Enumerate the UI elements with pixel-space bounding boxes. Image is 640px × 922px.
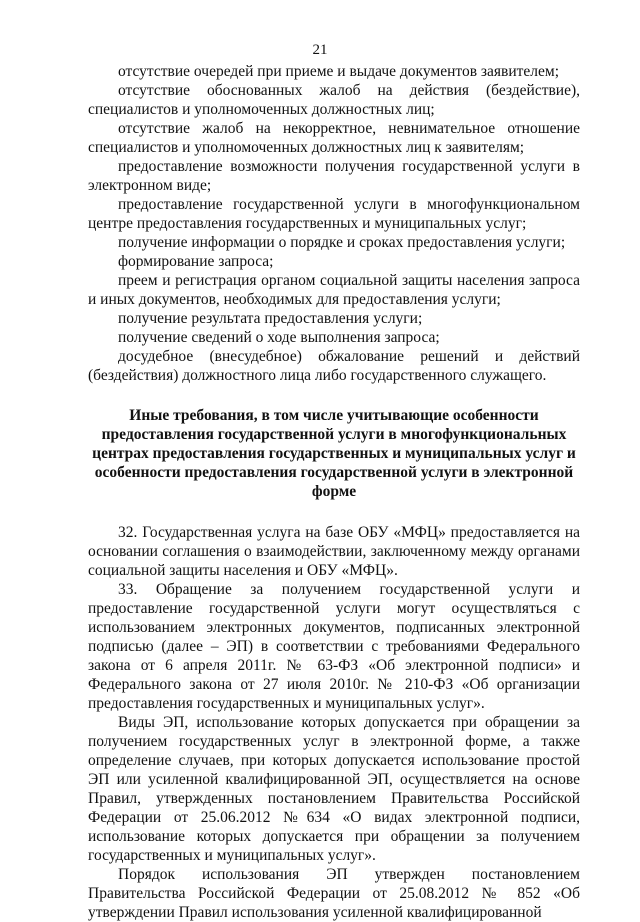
list-item: отсутствие жалоб на некорректное, невнимательное отношение специалистов и уполномоченных должностных лиц к заявителям;	[88, 120, 580, 156]
paragraph: Виды ЭП, использование которых допускается при обращении за получением государственных услуг в электронной форме, а также определение случаев, при которых допускается использование простой ЭП или усиленной квалифицированной ЭП, осуществляется на основе Правил, утвержденных постановлением Правительства Российской Федерации от 25.06.2012 №634 «О видах электронной подписи, использование которых допускается при обращении за получением государственных и муниципальных услуг».	[88, 714, 580, 864]
list-item: предоставление возможности получения государственной услуги в электронном виде;	[88, 158, 580, 194]
list-item: получение результата предоставления услуги;	[118, 310, 423, 327]
paragraph: Порядок использования ЭП утвержден постановлением Правительства Российской Федерации от 25.08.2012 № 852 «Об утверждении Правил использования усиленной квалифицированной	[88, 866, 580, 921]
section-heading: Иные требования, в том числе учитывающие особенности предоставления государственной услуги в многофункциональных центрах предоставления государственных и муниципальных услуг и особенности предоставления государственной услуги в электронной форме	[92, 407, 576, 500]
list-item: формирование запроса;	[118, 253, 274, 270]
paragraph: 32. Государственная услуга на базе ОБУ «МФЦ» предоставляется на основании соглашения о взаимодействии, заключенному между органами социальной защиты населения и ОБУ «МФЦ».	[88, 524, 580, 579]
list-item: предоставление государственной услуги в многофункциональном центре предоставления государственных и муниципальных услуг;	[88, 196, 580, 232]
document-body	[88, 62, 580, 922]
paragraph: 33. Обращение за получением государственной услуги и предоставление государственной услуги могут осуществляться с использованием электронных документов, подписанных электронной подписью (далее – ЭП) в соответствии с требованиями Федерального закона от 6 апреля 2011г. № 63-ФЗ «Об электронной подписи» и Федерального закона от 27 июля 2010г. № 210-ФЗ «Об организации предоставления государственных и муниципальных услуг».	[88, 581, 580, 712]
list-item: получение информации о порядке и сроках предоставления услуги;	[118, 234, 566, 251]
list-item: отсутствие обоснованных жалоб на действия (бездействие), специалистов и уполномоченных должностных лиц;	[88, 82, 580, 118]
list-item: получение сведений о ходе выполнения запроса;	[118, 329, 440, 346]
list-item: преем и регистрация органом социальной защиты населения запроса и иных документов, необходимых для предоставления услуги;	[88, 272, 580, 308]
list-item: досудебное (внесудебное) обжалование решений и действий (бездействия) должностного лица либо государственного служащего.	[88, 348, 580, 384]
page-number: 21	[312, 42, 328, 58]
list-item: отсутствие очередей при приеме и выдаче документов заявителем;	[118, 63, 560, 80]
